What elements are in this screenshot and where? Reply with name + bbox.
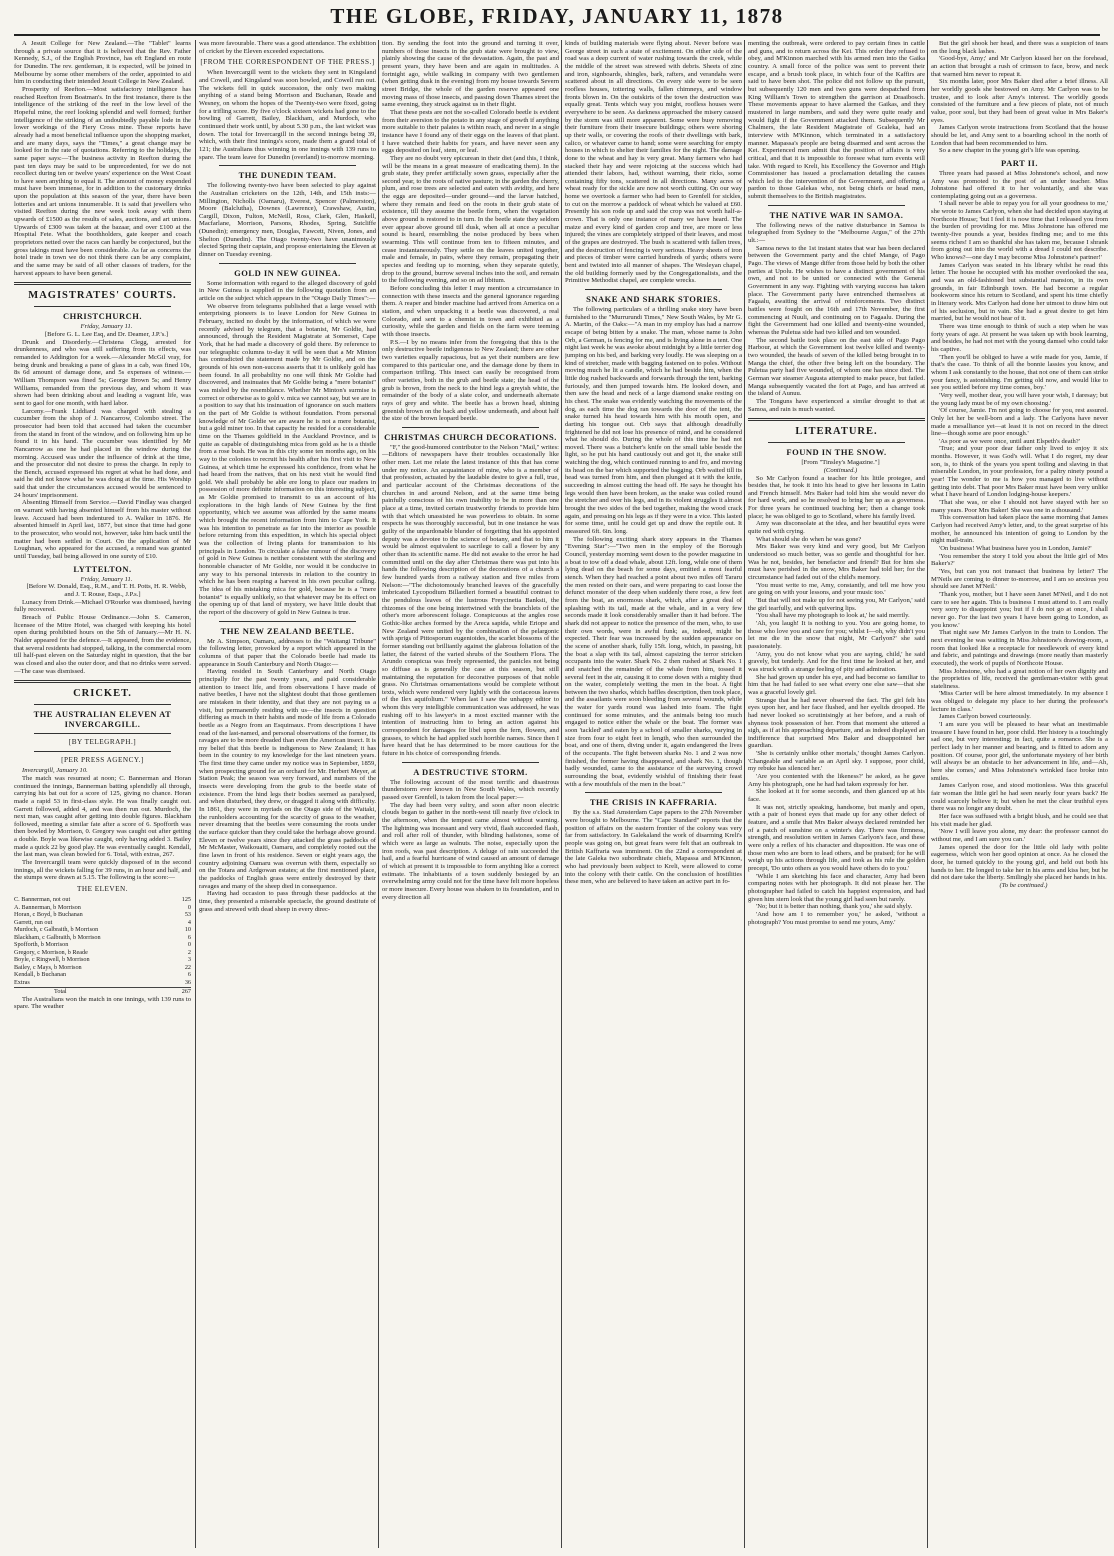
- article-paragraph: 'You must write to me, Amy, constantly, and tell me how you are going on with your lessons, and your music too.': [748, 581, 925, 597]
- batsman: C. Bannerman, not out: [14, 896, 71, 904]
- section-heading: GOLD IN NEW GUINEA.: [234, 267, 341, 278]
- score-total-row: [14, 987, 191, 996]
- batsman: Bailey, c Mays, b Morrison: [14, 963, 82, 971]
- article-paragraph: 'That she was, or else I should not have stayed with her so many years. Poor Mrs Baker! She was one in a thousand.': [931, 499, 1108, 514]
- score-total-label: Total: [54, 988, 67, 996]
- section-rule: [219, 263, 356, 264]
- article-paragraph: Before concluding this letter I may mention a circumstance in connection with these insects and the general ignorance regarding them. A reaper and binder machine had arrived from America on a station, and when unpacking it a beetle was discovered, a real Colorado, and sent to a chemist in town and exhibited as a curiosity, while the garden and fields on the farm were teeming with those insects.: [382, 285, 559, 338]
- section-heading: MAGISTRATES' COURTS.: [28, 290, 177, 302]
- score-row: [14, 941, 191, 949]
- article-paragraph: James opened the door for the little old lady with polite eagerness, which won her good opinion at once. As he closed the door, he turned quickly to the young girl, and held out both his hands to her. He longed to take her in his arms and kiss her, but he did not dare take the liberty. Smilingly she placed her hands in his.: [931, 843, 1108, 882]
- column-divider: [195, 40, 196, 1548]
- sub-heading: FOUND IN THE SNOW.: [786, 447, 887, 458]
- batsman: Blackham, c Galbraith, b Morrison: [14, 933, 101, 941]
- article-paragraph: 'Yes, but can you not transact that business by letter? The M'Neils are coming to dinner to-morrow, and I am so anxious you should see Janet M'Neil.': [931, 567, 1108, 591]
- section-rule: [34, 733, 171, 734]
- score-row: [14, 949, 191, 957]
- court-bench: [Before W. Donald, Esq., R.M., and T. H. Potts, H. R. Webb, and J. T. Rouse, Esqs., J.P.s.]: [26, 583, 187, 598]
- article-paragraph: 'I shall never be able to repay you for all your goodness to me,' she wrote to James Carlyon, when she had decided upon staying at Northcote House; 'but I feel it is now time that I released you from the burden of providing for me. Miss Johnstone has offered me twenty-five pounds a year, besides finding me; and to me this seems riches! I am so thankful she has taken me, because I shrank from going out into the world with a dread I could not describe. Who knows?—one day I may become Miss Johnstone's partner!': [931, 200, 1108, 262]
- batsman: Extras: [14, 978, 30, 986]
- section-rule: [585, 792, 722, 793]
- article-paragraph: 'True; and your poor dear father only lived to enjoy it six months. However, it was God's will. What I do regret, my dear son, is, to think of the years you spent toiling and slaving in that miserable London, in your profession, for a paltry ninety pound a year! The wonder to me is how you managed to live without getting into debt. That poor Mrs Baker must have been very unlike what I have heard of London lodging-house keepers.': [931, 445, 1108, 499]
- runs: 36: [184, 978, 191, 986]
- article-paragraph: 'I am sure you will be pleased to hear what an inestimable treasure I have found in her, poor child. Her history is a touchingly sad one, but very interesting; in fact, quite a romance. She is a perfect lady in her manner and bearing, and is fitted to adorn any position. Of course, poor girl, the unfortunate mystery of her birth will always be an obstacle to her advancement in life, and—Ah, here she comes,' and Miss Johnstone's wrinkled face broke into smiles.: [931, 721, 1108, 782]
- runs: 0: [187, 903, 191, 911]
- score-row: [14, 964, 191, 972]
- batsman: Horan, c Boyd, b Buchanan: [14, 911, 83, 919]
- runs: 125: [181, 896, 191, 904]
- runs: 6: [187, 933, 191, 941]
- section-rule: [14, 680, 191, 683]
- section-rule: [768, 205, 905, 206]
- article-paragraph: This conversation had taken place the same morning that James Carlyon had received Amy's letter, and, to the great surprise of his mother, he announced his intention of going to London by the night mail-train.: [931, 514, 1108, 545]
- section-rule: [34, 751, 171, 752]
- batsman: Kendall, b Buchanan: [14, 971, 67, 979]
- runs: 6: [187, 971, 191, 979]
- column-4: [565, 40, 742, 1548]
- article-paragraph: The following twenty-two have been selected to play against the Australian cricketers on the 12th, 14th, and 15th insts:—Millington, Nicholls (Oamaru), Everest, Spencer (Palmerston), Moore (Balclutha), Downes (Lawrence), Crawshaw, Austin, Cargill, Dixon, Fulton, McNeill, Ross, Clark, Glen, Haskell, Macfarlane, Morrison, Parsons, Rhodes, Spring, Sutcliffe (Dunedin); emergency men, Douglas, Fawcett, Niven, Jones, and Shelton (Dunedin). The Otago twenty-two have unanimously elected Spring their captain, and propose entertaining the Eleven at dinner on Tuesday evening.: [199, 182, 376, 259]
- court-bench: [Before G. L. Lee Esq, and Dr. Deamer, J.P.'s.]: [44, 331, 169, 338]
- article-paragraph: It was not, strictly speaking, handsome, but manly and open, with a pair of honest eyes that made up for any other defect of feature, and a smile that Mrs Baker always declared reminded her of a patch of sunshine on a winter's day. There was firmness, strength, and resolution written in James Carlyon's face, and these were only a reflex of his character and disposition. He was one of those men who are born to lead others, and be praised; for he will weigh up his actions through life, and took as his rule the golden precept, 'Do unto others as you would have others do to you.': [748, 803, 925, 872]
- sub-heading: LYTTELTON.: [73, 563, 132, 574]
- runs: 10: [184, 926, 191, 934]
- dateline: Invercargill, January 10.: [22, 767, 88, 775]
- article-paragraph: Mrs Baker was very kind and very good, but Mr Carlyon understood so much better, was so gentle and thoughtful for her. Was he not, besides, her benefactor and friend? But for him she must have perished in the snow, Mrs Baker had told her; for the circumstance had faded out of the child's memory.: [748, 543, 925, 582]
- article-paragraph: menting the outbreak, were ordered to pay certain fines in cattle and guns, and to return across the Kei. This order they refused to obey, and M'Kinnon marched with his armed men into the Gaika country. A small force of the police was sent to prevent their escape, and a brush took place, in which four of the Kaffirs are said to have been shot. The police did not follow up the pursuit, but subsequently 120 men and two guns were despatched from King William's Town to strengthen the garrison at Draaibosch. These movements appear to have alarmed the Gaikas, and they mustered in large numbers, and said they were quite ready and would fight if the Government attacked them. Subsequently Mr Chalmers, the late Resident Magistrate of Gcaleka, had an interview with M'Kinnon, which terminated in a satisfactory manner. Mapassa's people are being disarmed and sent across the Kei. Experienced men admit that the position of affairs is very critical, and that it is impossible to foresee what turn events will take. With regard to Kreli, his Excellency the Governor and High Commissioner has issued a proclamation detailing the causes which led to the intervention of the Government, and offering a pardon to those Galekas who, not being chiefs or head men, submit themselves to the British magistrates.: [748, 40, 925, 201]
- continued-note: (Continued.): [823, 466, 858, 474]
- article-paragraph: 'Thank you, mother, but I have seen Janet M'Neil, and I do not care to see her again. This is business I must attend to. I am really very sorry to disappoint you; but if I do not go at once, I shall never go. For the last two years I have been going to London, as you know.': [931, 590, 1108, 629]
- dateline: Friday, January 11.: [80, 575, 133, 583]
- section-rule: [34, 306, 171, 307]
- section-rule: [585, 289, 722, 290]
- article-paragraph: Some information with regard to the alleged discovery of gold in New Guinea is supplied in the following quotation from an article on the subject which appears in the "Otago Daily Times":—: [199, 279, 376, 303]
- score-table: [14, 896, 191, 996]
- article-paragraph: Drunk and Disorderly.—Christena Clegg, arrested for drunkenness, and who was still suffering from its effects, was remanded to Addington for a week.—Alexander McGil vray, for being drunk and breaking a pane of glass in a cab, was fined 10s, 8s 6d amount of damage done, and 5s expenses of witness.—William Thompson was fined 5s; George Brown 5s; and Henry Williams, remanded from the previous day, and whom it was shown had been drinking about and leading a vagrant life, was sent to gaol for one month, with hard labor.: [14, 338, 191, 407]
- batsman: Spofforth, b Morrison: [14, 941, 69, 949]
- batsman: Boyle, c Ringwell, b Morrison: [14, 956, 90, 964]
- article-paragraph: tion. By sending the foot into the ground and turning it over, numbers of those insects in the grub state were brought to view, plainly showing the cause of the devastation. Again, the past and present years, they have been and are again in multitudes. A fortnight ago, while walking in company with two gentlemen (when getting dusk in the evening) from my house towards Severn street Bridge, the whole of the garden reserve appeared one moving mass of those insects, and passing down Thames street the same evening, they struck against us in their flight.: [382, 40, 559, 109]
- section-rule: [34, 704, 171, 705]
- dateline: Friday, January 11.: [80, 323, 133, 331]
- article-paragraph: James Carlyon was seated in his library whilst he read this letter. The house he occupied with his mother overlooked the sea, and was an old-fashioned but substantial mansion, in its own grounds, in fair Edinburgh town. He had become a regular bookworm since his return to Scotland, and spent his time chiefly in literary work. Mrs Carlyon had done her utmost to draw him out of his seclusion, but in vain. She had a great desire to get him married, but he would not hear of it.: [931, 261, 1108, 323]
- article-paragraph: Lunacy from Drink.—Michael O'Rourke was dismissed, having fully recovered.: [14, 598, 191, 614]
- score-heading: THE ELEVEN.: [76, 885, 128, 894]
- section-heading: A DESTRUCTIVE STORM.: [413, 766, 528, 777]
- article-paragraph: Prosperity of Reefton.—Most satisfactory intelligence has reached Reefton from Boatman's. In the first instance, there is the intelligence of the striking of the reef in the low level of the Hopeful mine, the reef looking splendid and well formed; further intelligence of the striking of an undoubtedly payable lode in the lower workings of the Fiery Cross mine. These reports have already had a most beneficial influence upon the shopping market, and are many days, says the "Times," a great change may be looked for in the rate of quotations. Referring to the holidays, the same paper says:—The business activity in Reefton during the past ten days may be said to be unprecedented, for we do not recollect during ten or twelve years' experience on the West Coast to have seen anything to equal it. The amount of money expended must have been immense, for in addition to the customary drinks upon the population at this season of the year, there have been lotteries and art unions innumerable. It is said that jewellers who visited Reefton during the new week took away with them upwards of £1500 as the results of sales, auctions, and art unions. Upwards of £300 was taken at the bazaar, and over £100 at the Hospital Fete. What the boothholders, gate keeper and coach proprietors netted over the races can hardly be conjectured, but the gross takings must have been considerable. As far as concerns the hotel trade in town we do not think there can be any complaint, and the same may be said of all other classes of traders, for the harvest appears to have been general.: [14, 85, 191, 277]
- article-paragraph: 'Miss Carter will be here almost immediately. In my absence I was obliged to delegate my place to her during the professor's lecture in class.': [931, 690, 1108, 713]
- article-paragraph: Mr A. Simpson, Oamaru, addresses to the "Waitangi Tribune" the following letter, provoked by a report which appeared in the columns of that paper that the Colorado beetle had made its appearance in South Canterbury and North Otago:—: [199, 637, 376, 668]
- article-paragraph: What should she do when he was gone?: [756, 535, 862, 543]
- article-paragraph: James Carlyon rose, and stood motionless. Was this graceful fair woman the little girl he had seen nearly four years back? He could scarcely believe it; but when he met the clear truthful eyes there was no longer any doubt.: [931, 782, 1108, 813]
- article-paragraph: 'Amy, you do not know what you are saying, child,' he said gravely, but tenderly. And for the first time he looked at her, and was struck with a strange feeling of pity and admiration.: [748, 650, 925, 673]
- article-paragraph: She looked at it for some seconds, and then glanced up at his face.: [748, 788, 925, 804]
- article-paragraph: That night saw Mr James Carlyon in the train to London. The next evening he was waiting in Miss Johnstone's drawing-room, a room that looked like a receptacle for needlework of every kind and fabric, and paintings and drawings (more neatly than masterly executed), the work of pupils of Northcote House.: [931, 629, 1108, 667]
- batsman: Garrett, run out: [14, 918, 53, 926]
- article-paragraph: 'Then you'll be obliged to have a wife made for you, Jamie, if that's the case. To think of all the bonnie lassies you know, and whom I ask constantly to the house, that not one of them can strike your fancy, is astonishing. I'm getting old now, and would like to see you settled before my time comes, boy.': [931, 353, 1108, 392]
- article-paragraph: The following particulars of a thrilling snake story have been furnished to the "Murrurundi Times," New South Wales, by Mr G. A. Martin, of the Oaks:—"A man in my employ has had a narrow escape of being bitten by a snake. The man, whose name is John Orb, a German, is fencing for me, and is living alone in a tent. One night last week he was awoke about midnight by a little terrier dog jumping on his bed, and barking very loudly. He was sleeping on a kind of stretcher, made with bagging fastened on to poles. Without moving much he lit a candle, which he had beside him, when the little dog rushed backwards and forwards through the tent, barking furiously, and then jumped towards him. He looked down, and then saw the head and neck of a large diamond snake resting on his chest. The snake was evidently watching the movements of the dog, as each time the dog ran towards the door of the tent, the snake turned his head towards him with his mouth open, and darting his tongue out. Orb says that although dreadfully frightened he did not lose his presence of mind, and he considered what he should do. During the whole of this time he had not moved. There was a butcher's knife on the small table beside the light, so he put his hand cautiously out and got it, the snake still watching the dog, which continued running to and fro, and moving its head on the bar which supported the bagging. Orb waited till its head was turned from him, and then plunged at it with the knife, succeeding in almost cutting the head off. He says he thought his legs would then have been broken, as the snake was coiled round the stretcher and over his legs, and in its violent struggles it almost brought the two sides of the bed together, making the wood crack again, and pressing on his legs as if they were in a vice. This lasted for some time, until he could get up and draw the reptile out. It measured 6ft. 6in. long.: [565, 306, 742, 536]
- batsman: A. Bannerman, b Morrison: [14, 903, 81, 911]
- article-paragraph: The day had been very sultry, and soon after noon electric clouds began to gather in the north-west till nearly five o'clock in the afternoon, when the tempest came almost without warning. The lightning was incessant and very vivid, flash succeeded flash, and roll after roll of thunder, with blinding hailstones, some of which were as large as walnuts. The noise, especially upon the iron roofs, was past description. A deluge of rain succeeded the hail, and a fearful hurricane of wind caused an amount of damage of which at present it is impossible to form anything like a correct estimate. The inhabitants of a town suddenly besieged by an overwhelming army could not for the time have felt more hopeless or more insecure. Every house was shaken to its foundation, and in every direction all: [382, 801, 559, 901]
- section-heading: THE NEW ZEALAND BEETLE.: [220, 625, 355, 636]
- source-note: [From "Tinsley's Magazine."]: [801, 459, 880, 467]
- wire-source: [BY TELEGRAPH.]: [68, 738, 137, 747]
- column-1: [14, 40, 191, 1548]
- article-paragraph: Having resided in South Canterbury and North Otago principally for the past twenty years, and paid considerable attention to insect life, and from observations I have made of native beetles, I have not the slightest doubt that those gentlemen are mistaken in their identity, and that they are not paying us a visit, but permanently residing with us—the insects in question differing as much in their habits and mode of life from a Colorado beetle as a Negro from an Esquimaux. From descriptions I have read of the last-named, and personal observations of the former, its ravages are to be more dreaded than even the American insect. It is my belief that this beetle is indigenous to New Zealand; it has been in the country to my knowledge for the last nineteen years. The first time they came under my notice was in September, 1859, when prospecting ground for an orchard for Mr. Herbert Meyer, at Station Peak; the season was very forward, and numbers of the insects were developing from the grub to the beetle state of existence. From the hind legs their bodies seemed as paralysed, and when disturbed, they drew, or dragged it along with difficulty. In 1861, they were in myriads on the Otago side of the Waitaki, the runholders accounting for the scarcity of grass to the weather, never dreaming that the beetles were consuming the roots under the surface quicker than they could take the herbage above ground. Eleven or twelve years since they attacked the grass paddocks of Mr McMaster, Waikouaiti, Oamaru, and completely rooted out the fine lawn in front of his residence. Seven or eight years ago, the country adjoining Oamaru was overrun with them, especially so on the Totara and Ardgowan estates; at the first mentioned place, the paddocks of English grass were entirely destroyed by their ravages and many of the sheep died in consequence.: [199, 668, 376, 890]
- section-heading: SNAKE AND SHARK STORIES.: [586, 294, 721, 304]
- section-heading: LITERATURE.: [795, 426, 878, 438]
- article-paragraph: 'Now I will leave you alone, my dear: the professor cannot do without me, and I am sure you can.': [931, 828, 1108, 843]
- wire-source: [FROM THE CORRESPONDENT OF THE PRESS.]: [200, 58, 375, 67]
- article-paragraph: Absenting Himself from Service.—David Findlay was charged on warrant with having absented himself from his master without leave. Accused had been indentured to A. Walker in 1876. He absented himself in April last, 1877, but since that time had gone to the prosecutor, who would not, however, take him back until the matter had been settled in Court. On the application of Mr Loughnan, who appeared for the accused, a remand was granted until Tuesday, bail being allowed in one surety of £10.: [14, 499, 191, 561]
- score-row: [14, 971, 191, 979]
- article-paragraph: 'While I am sketching his face and character, Amy had been comparing notes with her photograph. It did not please her. The photographer had failed to catch his happiest expression, and had given him stern look that the young girl had seen but rarely.: [748, 872, 925, 903]
- score-row: [14, 979, 191, 987]
- article-paragraph: The match was resumed at noon; C. Bannerman and Horan continued the innings, Bannerman batting splendidly all through, carrying his bat out for a score of 125, giving no chance. Horan made a rapid 53 in first-class style. He was finally caught out. Garrett followed, added 4, and was then run out. Murdoch, the next man, was caught after getting into double figures. Blackham followed, meeting a similar fate after a score of 6. Spofforth was then bowled by Morrison, 0. Gregory was caught out after getting a double. Boyle was likewise caught, only having added 3. Bailey made a quick 22 by good play. He was eventually caught. Kendall, the last man, was clean bowled for 6. Total, with extras, 267.: [14, 774, 191, 859]
- article-paragraph: There was time enough to think of such a step when he was forty years of age. At present he was taken up with book learning, and besides, he had not met with the young damsel who could take his captive.: [931, 322, 1108, 353]
- section-heading: CHRISTMAS CHURCH DECORATIONS.: [384, 431, 557, 442]
- section-rule: [219, 621, 356, 622]
- column-5: [748, 40, 925, 1548]
- article-paragraph: Miss Johnstone, who had a great notion of her own dignity and the proprieties of life, received the gentleman-visitor with great stateliness.: [931, 667, 1108, 690]
- article-paragraph: 'Good-bye, Amy;' and Mr Carlyon kissed her on the forehead, an action that brought a rush of crimson to face, brow, and neck that warned him never to repeat it.: [931, 55, 1108, 78]
- runs: 3: [187, 956, 191, 964]
- article-paragraph: 'She is certainly unlike other mortals,' thought James Carlyon. 'Changeable and variable as an April sky. I suppose, poor child, my rebuke has silenced her.': [748, 750, 925, 773]
- article-paragraph: was more favourable. There was a good attendance. The exhibition of cricket by the Eleven exceeded expectations.: [199, 40, 376, 55]
- article-paragraph: 'Ah, you laugh! It is nothing to you. You are going home, to those who love you and care for you; whilst I—oh, why didn't you let me die in the snow that night, Mr Carlyon?' she said passionately.: [748, 619, 925, 650]
- article-paragraph: 'Are you contented with the likeness?' he asked, as he gave Amy his photograph, one he had had taken expressly for her.: [748, 773, 925, 788]
- section-rule: [768, 442, 905, 443]
- article-paragraph: The second battle took place on the east side of Pago Pago Harbour, at which the Government lost twelve killed and twenty-two wounded, the heads of seven of the killed being brought in to Manga the chief, the other five being left on the boundary. The Puletua party had five wounded, of whom one has since died. The German war steamer Augusta attempted to make peace, but failed. Manga subsequently vacated the fort at Pago, and has arrived at the island of Aunuu.: [748, 336, 925, 398]
- article-paragraph: By the s.s. Stad Amsterdam Cape papers to the 27th November were brought to Melbourne. The "Cape Standard" reports that the position of affairs on the eastern frontier of the colony was very far from satisfactory. In Galekaland the work of disarming Kreli's people was going on, but great fears were felt that an outbreak in British Kaffraria was imminent. On the 22nd a correspondent at the late Galeka two subordinate chiefs, Mapassa and M'Kinnon, who had previously been subject to Kreli, were allowed to come into the colony with their cattle. On the conclusion of hostilities these men, who are believed to have taken an active part in fo-: [565, 809, 742, 886]
- article-paragraph: 'But that will not make up for not seeing you, Mr Carlyon,' said the girl tearfully, and with quivering lips.: [748, 597, 925, 612]
- sub-heading: CHRISTCHURCH.: [63, 311, 142, 322]
- article-paragraph: 'No; but it is better than nothing, thank you,' she said shyly.: [756, 903, 913, 911]
- column-divider: [744, 40, 745, 1548]
- column-divider: [561, 40, 562, 1548]
- masthead-rule: [14, 34, 1100, 36]
- column-divider: [927, 40, 928, 1548]
- article-paragraph: 'Of course, Jamie. I'm not going to choose for you, rest assured. Only let her be well-born and a lady. The Carlyons have never made a mesalliance yet—at least it is not on record in the direct line—though some are poor enough.': [931, 407, 1108, 438]
- article-paragraph: P.S.—I by no means infer from the foregoing that this is the only destructive beetle indigenous to New Zealand; there are other two varieties equally rapacious, but as yet their numbers are few compared to this particular one, and the damage done by them in comparison trifling. This insect can easily be recognised from other varieties, both in the grub and beetle state; the head of the grub is brown, from the neck to the hind legs a greyish white, the remainder of the body of a slate color, and underneath alternate rays of grey and white. The beetle has a brown head, shining greenish brown on the back and yellow underneath, and about half the size of the brown leopard beetle.: [382, 338, 559, 423]
- article-paragraph: 'You remember the story I told you about the little girl of Mrs Baker's?': [931, 552, 1108, 568]
- article-paragraph: James Carlyon wrote instructions from Scotland that the house should be let, and Amy sent to a boarding school in the north of London that had been recommended to him.: [931, 124, 1108, 147]
- runs: 22: [184, 963, 191, 971]
- article-paragraph: Breach of Public House Ordinance.—John S. Cameron, licensee of the Mitre Hotel, was charged with keeping his hotel open during prohibited hours on the 5th of January.—Mr H. N. Nalder appeared for the defence.—It appeared, from the evidence, that several residents had stopped, talking, in the commercial room till half-past eleven on the Saturday night in question, that the bar was closed and also the outer door, and that no drinks were served.—The case was dismissed.: [14, 613, 191, 675]
- batsman: Gregory, c Morrison, b Reade: [14, 948, 88, 956]
- article-paragraph: The Invercargill team were quickly disposed of in the second innings, all the wickets falling for 39 runs, in an hour and half, and the stumps were drawn at 5.15. The following is the score:—: [14, 859, 191, 882]
- section-heading: THE CRISIS IN KAFFRARIA.: [589, 797, 718, 808]
- article-paragraph: 'As poor as we were once, until aunt Elspeth's death?': [939, 437, 1080, 445]
- section-rule: [748, 418, 925, 421]
- article-paragraph: She had grown up under his eye, and had become so familiar to him that he had failed to see what every one else saw—that she was a graceful lovely girl.: [748, 673, 925, 696]
- article-paragraph: The following account of the most terrific and disastrous thunderstorm ever known in New South Wales, which recently passed over Grenfell, is taken from the local paper:—: [382, 778, 559, 802]
- section-rule: [219, 165, 356, 166]
- article-paragraph: 'Very well, mother dear, you will have your wish, I daresay; but the young lady must be of my own choosing.': [931, 391, 1108, 407]
- article-paragraph: The Australians won the match in one innings, with 139 runs to spare. The weather: [14, 995, 191, 1011]
- article-paragraph: 'You shall have my photograph to look at,' he said merrily.: [756, 612, 910, 620]
- article-paragraph: Amy was disconsolate at the idea, and her beautiful eyes were quite red with crying.: [748, 520, 925, 536]
- score-row: [14, 896, 191, 904]
- runs: 4: [187, 918, 191, 926]
- article-paragraph: The Tonguns have experienced a similar drought to that at Samoa, and rain is much wanted.: [748, 397, 925, 413]
- article-paragraph: Larceny.—Frank Liddiard was charged with stealing a cucumber from the shop of J. Nancarrow, Colombo street. The prosecutor had been told that accused had taken the cucumber from the stand in front of the window, and on following him up he found it in his hand. The cucumber was identified by Mr Nancarrow as one he had placed in the window during the morning. Accused was under the influence of drink at the time, and the prosecutor did not desire to press the charge. In reply to the Bench, accused expressed his regret at what he had done, and said he did not know what he was doing at the time. His Worship said that under the circumstances accused would be sentenced to 24 hours' imprisonment.: [14, 407, 191, 499]
- article-paragraph: That these pests are not the so-called Colorado beetle is evident from their aversion to the potato in any stage of growth if anything more suitable to their palates is within reach, and never in a single instance have I found any of their eggs on the leaves of that plant. I have watched their habits for years, and have never seen any eggs deposited on leaf, stem, or leaf.: [382, 108, 559, 155]
- article-paragraph: When Invercargill went to the wickets they sent in Kingsland and Cowell, and Kingsland was soon bowled, and Cowell run out. The wickets fell in quick succession, the only two making anything of a stand being Morrison and Buchanan, Reade and Wesney, on whom the hopes of the Twenty-two were fixed, going for a trifling score. By five o'clock sixteen wickets had gone to the bowling of Garrett, Bailey, Blackham, and Murdoch, who continued their work until, by about 5.30 p.m., the last wicket was down. The total for Invercargill in the second innings being 39, which, with their first innings's score, made them a grand total of 121; the Australians thus winning in one innings with 139 runs to spare. The team leave for Dunedin (overland) to-morrow morning.: [199, 69, 376, 161]
- article-paragraph: The following news of the native disturbance in Samoa is telegraphed from Sydney to the "Melbourne Argus," of the 27th ult.:—: [748, 221, 925, 245]
- score-row: [14, 919, 191, 927]
- score-total: 267: [181, 988, 191, 996]
- section-heading: CRICKET.: [73, 688, 132, 700]
- article-paragraph: Having had occasion to pass through these paddocks at the time, they presented a miserable spectacle, the ground destitute of grass and strewed with dead sheep in every direc-: [199, 890, 376, 913]
- column-3: [382, 40, 559, 1548]
- score-row: [14, 911, 191, 919]
- wire-source: [PER PRESS AGENCY.]: [61, 756, 144, 765]
- article-paragraph: "F," the good-humored contributor to the Nelson "Mail," writes:—Editors of newspapers have their troubles occasionally like other men. Let me relate the latest instance of this that has come under my notice. An acquaintance of mine, who is a member of that profession, actuated by the laudable desire to give a full, true, and particular account of the Christmas decorations of the churches in and around Nelson, and at the same time being painfully conscious of his own inability to be in more than one place at a time, invited certain trustworthy friends to provide him with that which unassisted he was powerless to obtain. In some respects he was thoroughly successful, but in one instance he was guilty of the unpardonable blunder of forgetting that his appointed deputy was a devotee to the science of botany, and that to him it would be almost equivalent to sacrilege to call a flower by any other than its scientific name. He did not awake to the error he had committed until on the day after Christmas there was put into his hands the following description of the decorations of a church a few hundred yards from a railway station and five miles from Nelson:—"The dichotomously branched leaves of the gracefully imbricated Lycopodium Billardieri formed a beautiful contrast to the pendulous leaves of the lustrous Freycinetia Banksii, the rhizomes of the one being intertwined with the branchlets of the other's more arborescent foliage. Conspicuous at the angles rose Gothic-like arches formed by the Areca sapida, while Eriope and New Zealand were united by the combination of the pelargonic with sprigs of Pittosporum eugenioides, the scarlet blossoms of the former standing out brilliantly against the glabrous foliation of the latter, the fairest of the varied shrubs of the Southern Flora. The Arundo conspicua was freely represented, the panicles not being so diffuse as is generally the case at this season, but still maintaining the reputation for decorative purposes of that noble grass. No Christmas ornamentations would be complete without texts, which were rendered very lightly with the coriaceous leaves of the Ilex aquifolium." When last I saw the unhappy editor to whom this very intelligible communication was addressed, he was rushing off to his lawyer's in a most excited manner with the intention of instructing him to bring an action against his correspondent for damages for libel upon the fern, flowers, and grasses, to which he had applied such horrible names. Since then I have heard that he has determined to be more cautious for the future in his choice of corresponding friends.: [382, 443, 559, 758]
- article-paragraph: We observe from telegrams published that a large vessel with enterprising pioneers is to leave London for New Guinea in February, incited no doubt by the information, of which we were recently advised by telegram, that a botanist, Mr Goldie, had announced, through the Resident Magistrate at Somerset, Cape York, that he had made a discovery of gold there. By reference to our telegraphic columns to-day it will be seen that a Mr Minton has contradicted the statement made by Mr Goldie, and on the grounds of his own non-success asserts that it is unlikely gold has been found. In all probability no one will think Mr Goldie had discovered, and insinuates that Mr Goldie being a "mere botanist" was misled by the resemblance. Whether Mr Minton's surmise is correct or otherwise as to gold v. mica we cannot say, but we are in a position to say that his insinuation of ignorance on such matters on the part of Mr Goldie is without foundation. From personal knowledge of Mr Goldie we are aware he is not a mere botanist, but a gold miner too. In that capacity he resided for a considerable time on the Thames goldfield in the Auckland Province, and is quite as capable of distinguishing mica from gold as he is a thistle from a rose bush. He was in this city some ten months ago, on his way to the colonies to recruit his health after his first visit to New Guinea, at which time he expressed his confidence, from what he had heard from the natives, that on his next visit he would find gold. We shall probably be able ere long to place our readers in possession of more definite information on this interesting subject, as Mr Goldie promised to transmit to us an account of his explorations in the high lands of New Guinea by the first opportunity, which we assume was afforded by the same means which brought the recent information from him to Cape York. It was his intention to penetrate as far into the interior as possible before returning from this expedition, in which his special object was the collection of living plants for transmission to his principals in London. To circulate a false rumour of the discovery of gold in New Guinea is neither consistent with the sterling and honorable character of Mr Goldie, nor would it be conducive in any way to his personal interests in relation to the country in which he has been reaping a harvest in his own peculiar calling. The idea of his mistaking mica for gold, because he is a "mere botanist" is equally unlikely, so that whatever may be its effect on the opening up of that land of mystery, we have little doubt that the report of the discovery of gold in New Guinea is true.: [199, 302, 376, 616]
- article-paragraph: Her face was suffused with a bright blush, and he could see that his visit made her glad.: [931, 812, 1108, 828]
- column-6: [931, 40, 1108, 1548]
- article-paragraph: The following exciting shark story appears in the Thames "Evening Star":—"Two men in the employ of the Borough Council, yesterday morning went down to the powder magazine in a boat to tow off a dead whale, about 12ft. long, while one of them lying dead on the beach for some days, emitted a most fearful stench. When they had reached a point about two miles off Tararu the men rested on their oars, and were preparing to cast loose the defunct monster of the deep when suddenly there rose, a few feet from the boat, an enormous shark, which, after a great deal of splashing with its tail, made at the whale, and in a very few seconds made it look considerably smaller than it had before. The shark did not appear to notice the presence of the men, who, to use their own words, were in awful funk; as, indeed, might be expected. Their fear was increased by the sudden appearance on the scene of another shark, fully 15ft. long, which, in passing, hit the boat a slap with its tail, almost capsizing the terror stricken occupants into the water. Shark No. 2 then rushed at Shark No. 1 and snatched the remainder of the whale from him, tossed it several feet in the air, causing it to come down with a mighty thud on the water, completely wetting the men in the boat. A fight between the two sharks, which baffles description, then took place, and the assailants were soon bleeding from several wounds, while the water for yards round was lashed into foam. The fight continued for some minutes, and the animals being too much engaged to notice either the whale or the boat. The former was soon 'tackled' and eaten by a school of smaller sharks, varying in size from four to eight feet in length, who then surrounded the boat, and one of them, diving under it, again endangered the lives of the occupants. The fight between sharks No. 1 and 2 was now finished, the former having disappeared, and shark No. 1, though badly wounded, came to the assistance of the surveying crowd surrounding the boat, evidently wishful of finishing their feast with a few mouthfuls of the men in the boat.": [565, 535, 742, 788]
- article-paragraph: James Carlyon bowed courteously.: [939, 713, 1031, 721]
- part-heading: PART II.: [1001, 157, 1038, 168]
- article-paragraph: So Mr Carlyon found a teacher for his little protegee, and besides that, he took it into his head to give her lessons in Latin and French himself. Mrs Baker had told him she would never do for hard work, and so he resolved to bring her up as a governess. For three years he continued teaching her; then a change took place; he was obliged to go to Scotland, where his family lived.: [748, 474, 925, 520]
- article-paragraph: Six months later, poor Mrs Baker died after a brief illness. All her worldly goods she bestowed on Amy. Mr Carlyon was to be trustee, and to look after Amy's interest. The worldly goods consisted of the furniture and a few pieces of plate, not of much value, poor soul, but they had been of great value in Mrs Baker's eyes.: [931, 78, 1108, 124]
- section-heading: THE NATIVE WAR IN SAMOA.: [769, 209, 904, 220]
- article-paragraph: A Jesuit College for New Zealand.—The "Tablet" learns through a private source that it is believed that the Rev. Father Kennedy, S.J., of the English Province, has eft England en route for Dunedin. The rev. gentleman, it is expected, will be joined in Melbourne by some other members of the order, appointed to aid him in conducting their intended Jesuit College in New Zealand.: [14, 40, 191, 86]
- article-paragraph: 'On business! What business have you in London, Jamie?': [939, 545, 1092, 552]
- masthead: THE GLOBE, FRIDAY, JANUARY 11, 1878: [330, 4, 784, 28]
- section-heading: THE DUNEDIN TEAM.: [238, 170, 337, 181]
- article-paragraph: Samoa news to the 1st instant states that war has been declared between the Government party and the chief Mange, of Pago Pago. The views of Mange differ from those held by both the other parties at Upolu. He wishes to have a distinct government of his own, and not to be united or connected with the General Government in any way. Fighting with varying success has taken place. The Government party have entrenched themselves at Fagaalu, awaiting the arrival of reinforcements. Two distinct battles were fought on the 16th and 17th November, the first commencing at Nuuli, and continuing on to Fagaalu. During the fight the Government had one killed and twenty-nine wounded, whereas the Puletua side had two killed and ten wounded.: [748, 244, 925, 336]
- score-row: [14, 904, 191, 912]
- batsman: Murdoch, c Galbraith, b Morrison: [14, 926, 99, 934]
- score-row: [14, 934, 191, 942]
- score-row: [14, 956, 191, 964]
- article-paragraph: But the girl shook her head, and there was a suspicion of tears on the long black lashes.: [931, 40, 1108, 55]
- column-divider: [378, 40, 379, 1548]
- runs: 2: [187, 948, 191, 956]
- section-rule: [402, 427, 539, 428]
- section-rule: [14, 282, 191, 285]
- article-paragraph: kinds of building materials were flying about. Never before was George street in such a state of excitement. On either side of the road was a deep current of water rushing towards the creek, while the middle of the street was strewed with debris. Sheets of zinc and iron, signboards, shingles, bark, rafters, and verandahs were scattered about in all directions. On every side were to be seen roofless houses, tottering walls, fallen chimneys, and window fronts blown in. On the outskirts of the town the destruction was equally great. Tents which way you might, roofless houses were everywhere to be seen. As darkness approached the misery caused by the storm was still more apparent. Some were busy removing their furniture from their insecure buildings; others were shoring up their walls, or covering the roofs of their dwellings with bark, calico, or whatever came to hand; some were searching for empty houses in which to shelter their families for the night. The damage done to the wheat and hay is very great. Many farmers who had stacked their hay and were rejoicing at the success which had attended their labors, had, without warning, their ricks, some containing fifty tons, scattered in all directions. Many acres of wheat ready for the sickle are now not worth cutting. On our way home we overtook a farmer who had been to Grenfell for sickles, to cut on the morrow a paddock of wheat which he valued at £60. Presently his son rode up and said the crop was not worth half-a-crown. That is only one instance of many we have heard. The maize and every kind of garden crop and tree, are more or less injured; the vines are completely stripped of their leaves, and most of the grapes are destroyed. The bush is scattered with fallen trees, and the destruction of fencing is very serious. Heavy sheets of iron and pieces of timber were carried hundreds of yards; others were bent and twisted into all manner of shapes. The Wesleyan chapel, the old building formerly used by the Congregationalists, and the Primitive Methodist chapel, are complete wrecks.: [565, 40, 742, 285]
- runs: 0: [187, 941, 191, 949]
- article-paragraph: Strange that he had never observed the fact. The girl felt his eyes upon her, and her face flushed, and her eyelids drooped. He had never looked so scrutinisingly at her before, and a rush of shyness took possession of her. From that moment she uttered a sigh, as if at his approaching departure, and as indeed displayed an indifference that surprised Mrs Baker and disappointed her guardian.: [748, 696, 925, 750]
- column-2: [199, 40, 376, 1548]
- sub-heading: THE AUSTRALIAN ELEVEN AT INVERCARGILL.: [33, 709, 172, 730]
- runs: 53: [184, 911, 191, 919]
- article-paragraph: They are no doubt very epicurean in their diet (and this, I think, will be the means in a great measure of eradicating them). In the grub state, they prefer artificially sown grass, especially after the second year, to the roots of native pasture; in the garden the cherry, plum, and rose trees are selected and eaten with avidity, and here the eggs are deposited—under ground—and the larvæ hatched, where they remain and feed on the roots in their grub state of existence, till they assume the beetle form, when the vegetation above ground is restored to in turn. In the beetle state they seldom ever appear above ground till dusk, when all at once a peculiar sound is heard, resembling the noise produced by bees when swarming. This will continue from ten to fifteen minutes, and cease instantaneously. They settle on the leaves united together, male and female, in pairs, where they remain, propagating their species and feeding up to morning, when they separate quietly, drop to the ground, burrow several inches into the soil, and remain to the following evening, and so on ad libitum.: [382, 154, 559, 285]
- score-row: [14, 926, 191, 934]
- article-paragraph: 'And how am I to remember you,' he asked, 'without a photograph? You must promise to send me yours, Amy.': [748, 910, 925, 926]
- to-be-continued: (To be continued.): [999, 881, 1048, 889]
- section-rule: [402, 762, 539, 763]
- article-paragraph: So a new chapter in the young girl's life was opening.: [939, 147, 1081, 155]
- article-paragraph: Three years had passed at Miss Johnstone's school, and now Amy was promoted to the post of an under teacher. Miss Johnstone had offered it to her voluntarily, and she was contemplating going out as a governess.: [931, 169, 1108, 200]
